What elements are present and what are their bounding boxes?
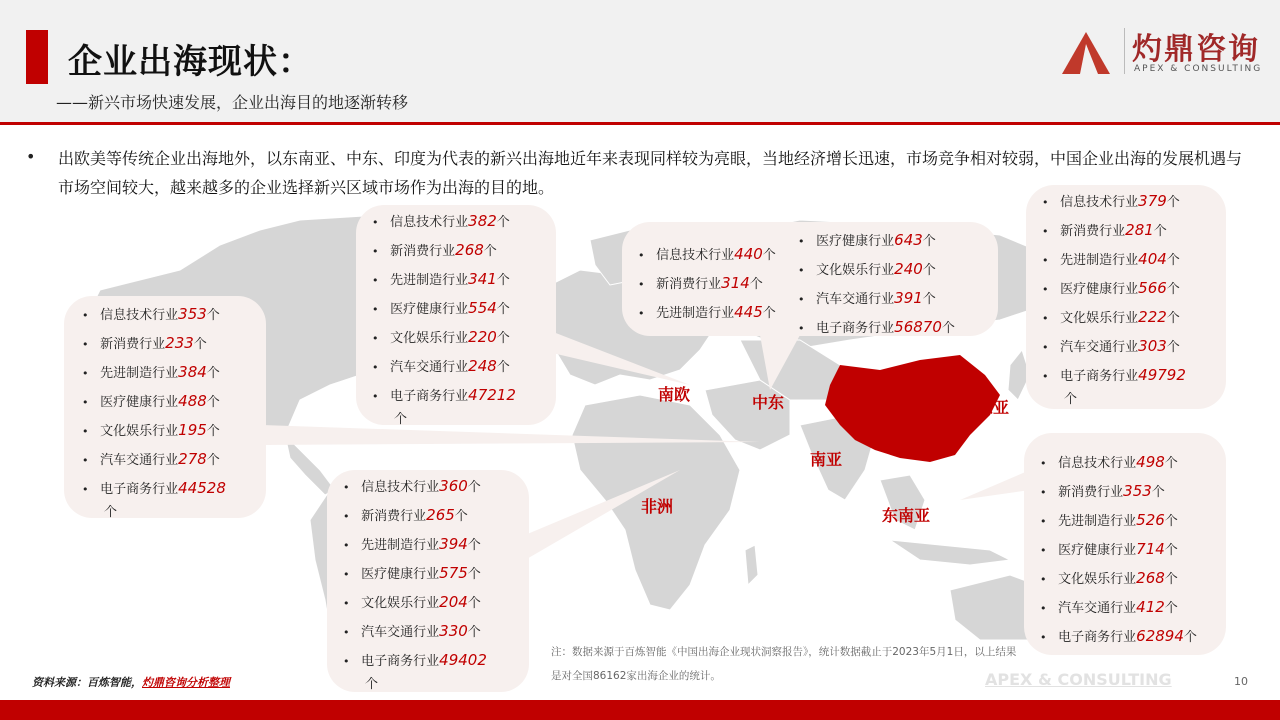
list-item: • 信息技术行业379个: [1042, 192, 1180, 210]
page-title: 企业出海现状：: [68, 42, 313, 82]
region-label-zhongdong: 中东: [752, 393, 785, 412]
card-africa: [327, 470, 529, 692]
list-item: • 汽车交通行业412个: [1040, 598, 1178, 616]
list-item: • 新消费行业265个: [343, 506, 468, 524]
list-item: • 电子商务行业44528 个: [82, 479, 226, 520]
list-item: • 文化娱乐行业204个: [343, 593, 481, 611]
list-item: • 电子商务行业62894个: [1040, 627, 1197, 645]
source-prefix: 资料来源：百炼智能，: [32, 676, 142, 689]
intro-text: 出欧美等传统企业出海地外，以东南亚、中东、印度为代表的新兴出海地近年来表现同样较为亮眼，当地经济增长迅速，市场竞争相对较弱，中国企业出海的发展机遇与市场空间较大，越来越多的企业选择新兴区域市场作为出海的目的地。: [58, 149, 1243, 197]
list-item: • 先进制造行业341个: [372, 270, 510, 288]
list-item: • 文化娱乐行业240个: [798, 260, 936, 278]
header-divider: [0, 122, 1280, 125]
list-item: • 新消费行业314个: [638, 274, 763, 292]
list-item: • 先进制造行业384个: [82, 363, 220, 381]
list-item: • 医疗健康行业714个: [1040, 540, 1178, 558]
region-label-nanya: 南亚: [810, 450, 843, 469]
card-south-europe: [356, 205, 556, 425]
card-middle-east-list-right: [798, 226, 955, 342]
list-item: • 电子商务行业49402 个: [343, 651, 487, 692]
region-label-dongya: 东亚: [977, 398, 1010, 417]
list-item: • 先进制造行业526个: [1040, 511, 1178, 529]
list-item: • 先进制造行业445个: [638, 303, 776, 321]
logo-triangle-icon: [1060, 30, 1112, 76]
list-item: • 新消费行业233个: [82, 334, 207, 352]
list-item: • 汽车交通行业248个: [372, 357, 510, 375]
list-item: • 医疗健康行业488个: [82, 392, 220, 410]
card-west-list: [64, 296, 266, 518]
list-item: • 电子商务行业49792 个: [1042, 366, 1186, 407]
list-item: • 文化娱乐行业220个: [372, 328, 510, 346]
list-item: • 汽车交通行业330个: [343, 622, 481, 640]
list-item: • 先进制造行业394个: [343, 535, 481, 553]
list-item: • 医疗健康行业554个: [372, 299, 510, 317]
list-item: • 电子商务行业47212 个: [372, 386, 516, 427]
indonesia-shape: [890, 540, 1010, 565]
card-west: [64, 296, 266, 518]
card-south-europe-list: [356, 205, 556, 425]
card-middle-east-list-left: [638, 240, 776, 327]
card-southeast-asia: [1024, 433, 1226, 655]
footer-bar: [0, 700, 1280, 720]
madagascar-shape: [745, 545, 758, 585]
list-item: • 汽车交通行业391个: [798, 289, 936, 307]
title-accent-bar: [26, 30, 48, 84]
source-credit: [32, 674, 230, 690]
list-item: • 文化娱乐行业222个: [1042, 308, 1180, 326]
region-label-dongnanya: 东南亚: [882, 506, 931, 525]
list-item: • 医疗健康行业643个: [798, 231, 936, 249]
list-item: • 信息技术行业440个: [638, 245, 776, 263]
region-label-nanou: 南欧: [658, 385, 691, 404]
list-item: • 文化娱乐行业195个: [82, 421, 220, 439]
card-southeast-asia-list: [1024, 433, 1226, 651]
intro-bullet: •: [26, 147, 36, 166]
list-item: • 信息技术行业353个: [82, 305, 220, 323]
watermark: APEX & CONSULTING: [985, 670, 1172, 689]
logo-text: 灼鼎咨询: [1132, 32, 1260, 67]
list-item: • 信息技术行业382个: [372, 212, 510, 230]
logo-separator: [1124, 28, 1125, 74]
list-item: • 新消费行业281个: [1042, 221, 1167, 239]
region-label-feizhou: 非洲: [641, 497, 674, 516]
list-item: • 医疗健康行业575个: [343, 564, 481, 582]
source-link[interactable]: 灼鼎咨询分析整理: [142, 676, 230, 689]
card-east-asia: [1026, 185, 1226, 409]
page-subtitle: ——新兴市场快速发展，企业出海目的地逐渐转移: [56, 93, 409, 112]
list-item: • 新消费行业353个: [1040, 482, 1165, 500]
list-item: • 新消费行业268个: [372, 241, 497, 259]
list-item: • 汽车交通行业278个: [82, 450, 220, 468]
list-item: • 汽车交通行业303个: [1042, 337, 1180, 355]
card-east-asia-list: [1026, 185, 1226, 405]
list-item: • 电子商务行业56870个: [798, 318, 955, 336]
list-item: • 医疗健康行业566个: [1042, 279, 1180, 297]
logo-subtext: APEX & CONSULTING: [1134, 64, 1263, 74]
data-note: 注：数据来源于百炼智能《中国出海企业现状洞察报告》，统计数据截止于2023年5月1日，以上结果是对全国86162家出海企业的统计。: [551, 646, 1017, 682]
list-item: • 信息技术行业498个: [1040, 453, 1178, 471]
page-number: 10: [1234, 675, 1248, 688]
list-item: • 先进制造行业404个: [1042, 250, 1180, 268]
card-africa-list: [327, 470, 529, 690]
list-item: • 信息技术行业360个: [343, 477, 481, 495]
connector-southeast-asia: [960, 470, 1030, 500]
list-item: • 文化娱乐行业268个: [1040, 569, 1178, 587]
card-middle-east: [622, 222, 998, 336]
